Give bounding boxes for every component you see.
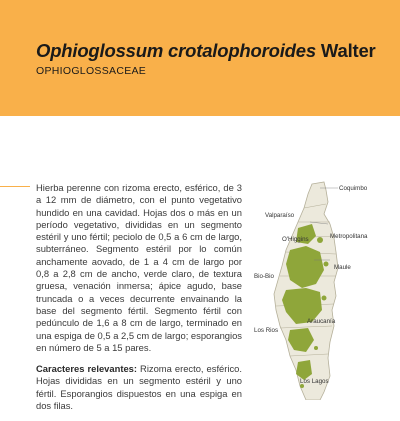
region-label-ohiggins: O'Higgins (282, 236, 309, 243)
region-label-maule: Maule (334, 264, 351, 271)
region-label-biobio: Bio-Bio (254, 273, 274, 280)
species-description (36, 182, 242, 421)
description-paragraph: Hierba perenne con rizoma erecto, esférico, de 3 a 12 mm de diámetro, con el punto vegetativo hundido en una cavidad. Hojas dos o más en un período vegetativo, divididas en un segmento estéril y uno fértil; peciolo de 0,5 a 6 cm de largo, subterráneo. Segmento estéril por lo común anchamente aovado, de 1 a 4 cm de largo por 0,8 a 2,8 cm de ancho, verde claro, de textura gruesa, venación inmersa; ápice agudo, base truncada o a veces decurrente envainando la base del segmento fértil. Segmento fértil con pedúnculo de 1,6 a 8 cm de largo, terminado en una espiga de 0,5 a 2,5 cm de largo; esporangios en número de 5 a 15 pares. (36, 182, 242, 353)
region-label-los-rios: Los Rios (254, 327, 279, 334)
header-banner (0, 0, 400, 116)
species-name: Ophioglossum crotalophoroides (36, 40, 316, 61)
species-author: Walter (320, 40, 376, 61)
region-label-metropolitana: Metropolitana (330, 233, 368, 240)
region-label-valparaiso: Valparaíso (265, 212, 295, 219)
relevant-characters (36, 363, 242, 412)
accent-rule (0, 186, 30, 187)
relevant-label: Caracteres relevantes: (36, 363, 138, 375)
family-name: OPHIOGLOSSACEAE (36, 65, 147, 77)
relevant-text: Rizoma erecto, esférico. Hojas divididas en un segmento estéril y uno fértil. Esporangios dispuestos en una espiga en dos filas. (36, 363, 242, 412)
region-label-los-lagos: Los Lagos (300, 378, 329, 385)
species-title (36, 40, 376, 62)
region-label-coquimbo: Coquimbo (339, 185, 368, 192)
distribution-map (250, 180, 400, 400)
region-label-araucania: Araucanía (307, 318, 336, 325)
